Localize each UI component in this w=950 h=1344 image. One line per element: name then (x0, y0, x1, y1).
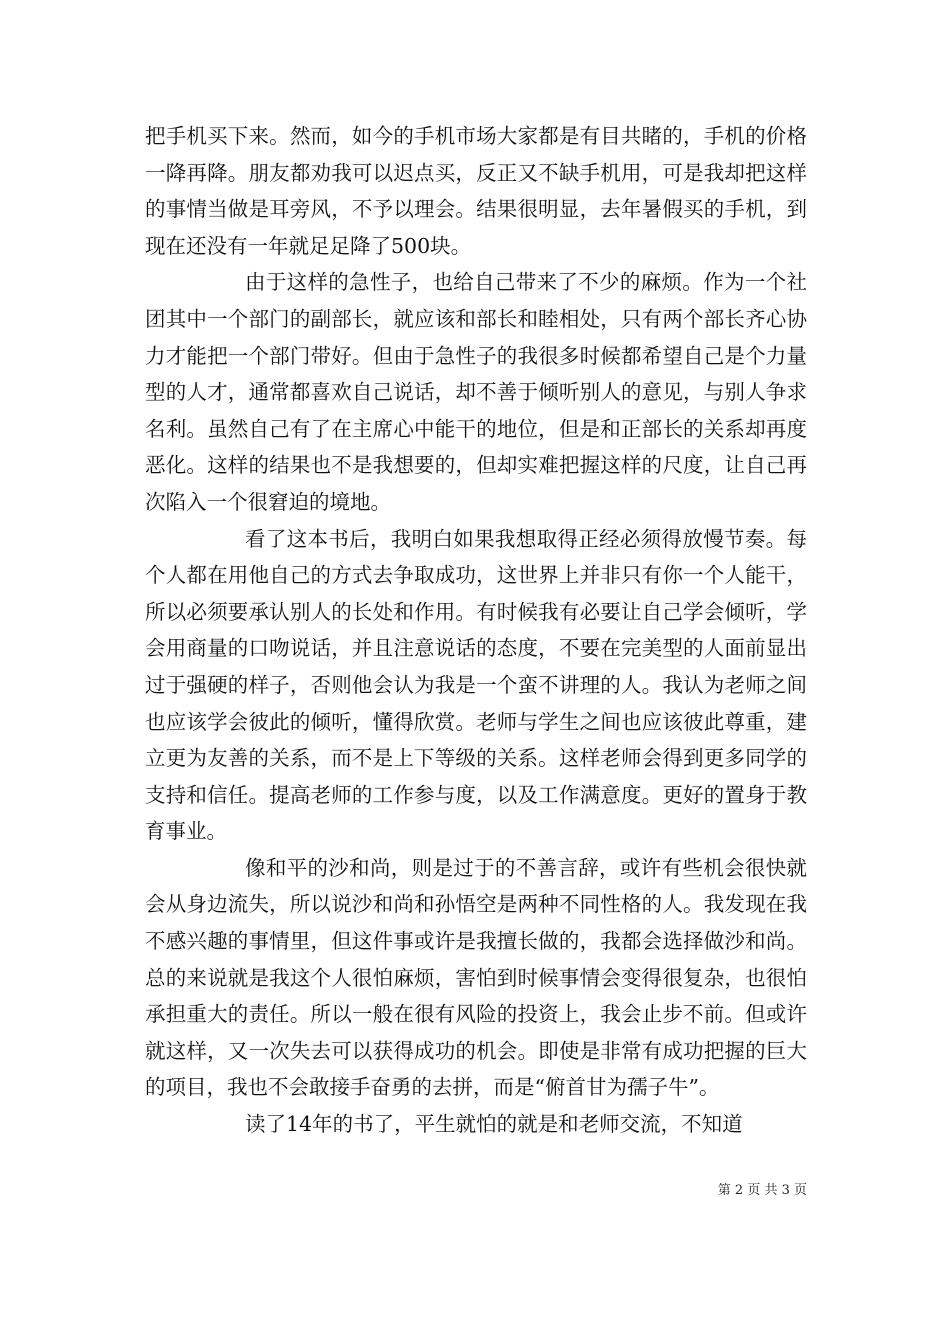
paragraph-4: 像和平的沙和尚，则是过于的不善言辞，或许有些机会很快就会从身边流失，所以说沙和尚和孙悟空是两种不同性格的人。我发现在我不感兴趣的事情里，但这件事或许是我擅长做的，我都会选择做沙和尚。总的来说就是我这个人很怕麻烦，害怕到时候事情会变得很复杂，也很怕承担重大的责任。所以一般在很有风险的投资上，我会止步不前。但或许就这样，又一次失去可以获得成功的机会。即使是非常有成功把握的巨大的项目，我也不会敢接手奋勇的去拼，而是“俯首甘为孺子牛”。 (145, 855, 807, 1100)
paragraph-2: 由于这样的急性子，也给自己带来了不少的麻烦。作为一个社团其中一个部门的副部长，就应该和部长和睦相处，只有两个部长齐心协力才能把一个部门带好。但由于急性子的我很多时候都希望自己是个力量型的人才，通常都喜欢自己说话，却不善于倾听别人的意见，与别人争求名利。虽然自己有了在主席心中能干的地位，但是和正部长的关系却再度恶化。这样的结果也不是我想要的，但却实难把握这样的尺度，让自己再次陷入一个很窘迫的境地。 (145, 270, 807, 514)
paragraph-5: 读了14年的书了，平生就怕的就是和老师交流，不知道 (245, 1112, 743, 1137)
page-number-footer: 第 2 页 共 3 页 (717, 1183, 807, 1198)
paragraph-3: 看了这本书后，我明白如果我想取得正经必须得放慢节奏。每个人都在用他自己的方式去争取成功，这世界上并非只有你一个人能干，所以必须要承认别人的长处和作用。有时候我有必要让自己学会倾听，学会用商量的口吻说话，并且注意说话的态度，不要在完美型的人面前显出过于强硬的样子，否则他会认为我是一个蛮不讲理的人。我认为老师之间也应该学会彼此的倾听，懂得欣赏。老师与学生之间也应该彼此尊重，建立更为友善的关系，而不是上下等级的关系。这样老师会得到更多同学的支持和信任。提高老师的工作参与度，以及工作满意度。更好的置身于教育事业。 (145, 526, 807, 844)
paragraph-1: 把手机买下来。然而，如今的手机市场大家都是有目共睹的，手机的价格一降再降。朋友都劝我可以迟点买，反正又不缺手机用，可是我却把这样的事情当做是耳旁风，不予以理会。结果很明显，去年暑假买的手机，到现在还没有一年就足足降了500块。 (145, 124, 807, 258)
body-text (145, 118, 807, 1143)
